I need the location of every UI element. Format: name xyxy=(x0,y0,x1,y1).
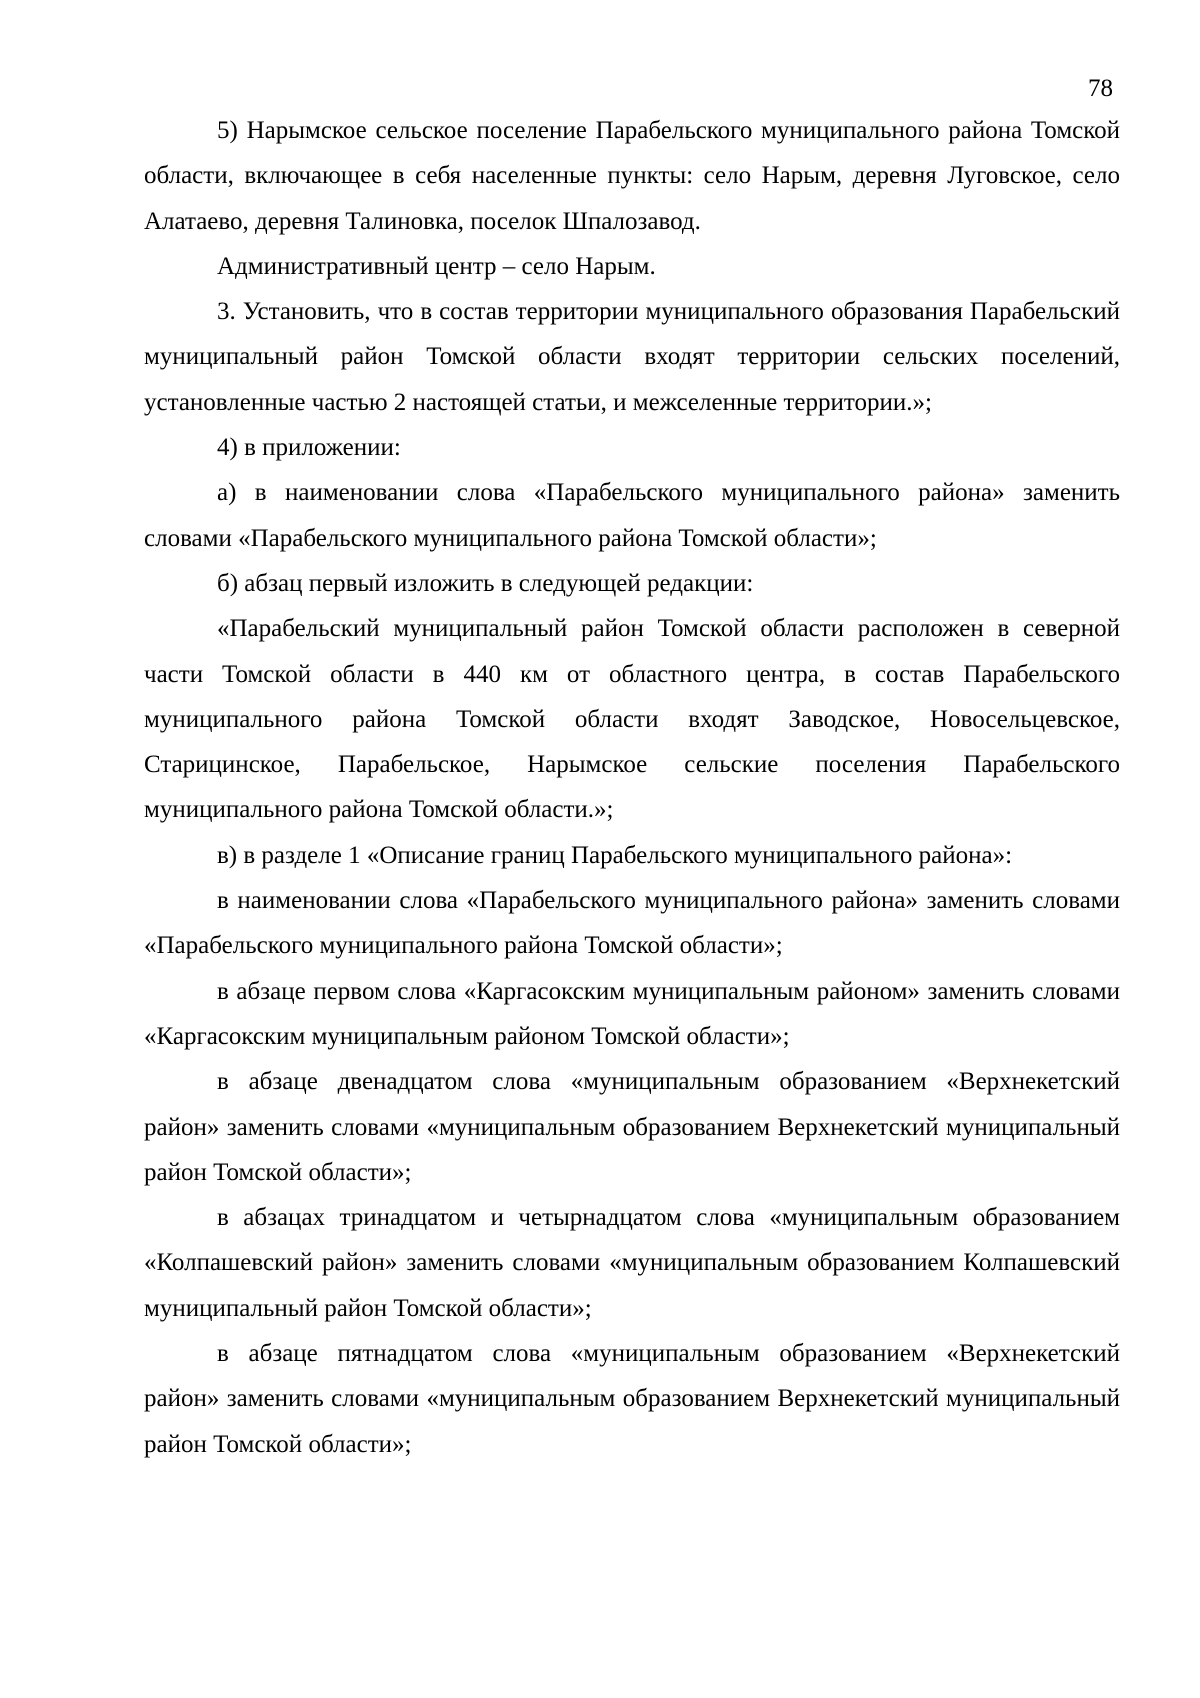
paragraph-subitem-a: а) в наименовании слова «Парабельского муниципального района» заменить словами «Парабельского муниципального района Томской области»; xyxy=(144,479,1120,552)
paragraph-first-abzac: в абзаце первом слова «Каргасокским муниципальным районом» заменить словами «Каргасокским муниципальным районом Томской области»; xyxy=(144,977,1120,1050)
paragraph-subitem-b: б) абзац первый изложить в следующей редакции: xyxy=(217,569,754,597)
paragraph-item-4: 4) в приложении: xyxy=(217,434,401,462)
paragraph-clause-3: 3. Установить, что в состав территории муниципального образования Парабельский муниципальный район Томской области входят территории сельских поселений, установленные частью 2 настоящей статьи, и межселенные территории.»; xyxy=(144,298,1120,416)
paragraph-name-change: в наименовании слова «Парабельского муниципального района» заменить словами «Парабельского муниципального района Томской области»; xyxy=(144,887,1120,960)
paragraph-narym-settlement: 5) Нарымское сельское поселение Парабельского муниципального района Томской области, включающее в себя населенные пункты: село Нарым, деревня Луговское, село Алатаево, деревня Талиновка, поселок Шпалозавод. xyxy=(144,117,1120,235)
paragraph-admin-center: Административный центр – село Нарым. xyxy=(217,252,656,280)
paragraph-fifteenth-abzac: в абзаце пятнадцатом слова «муниципальным образованием «Верхнекетский район» заменить словами «муниципальным образованием Верхнекетский муниципальный район Томской области»; xyxy=(144,1340,1120,1458)
document-body xyxy=(144,108,1120,1467)
paragraph-twelfth-abzac: в абзаце двенадцатом слова «муниципальным образованием «Верхнекетский район» заменить словами «муниципальным образованием Верхнекетский муниципальный район Томской области»; xyxy=(144,1068,1120,1186)
paragraph-thirteenth-fourteenth-abzac: в абзацах тринадцатом и четырнадцатом слова «муниципальным образованием «Колпашевский район» заменить словами «муниципальным образованием Колпашевский муниципальный район Томской области»; xyxy=(144,1204,1120,1322)
page-number: 78 xyxy=(1088,75,1113,102)
paragraph-subitem-v: в) в разделе 1 «Описание границ Парабельского муниципального района»: xyxy=(217,841,1013,869)
paragraph-district-description: «Парабельский муниципальный район Томской области расположен в северной части Томской области в 440 км от областного центра, в состав Парабельского муниципального района Томской области входят Заводское, Новосельцевское, Старицинское, Парабельское, Нарымское сельские поселения Парабельского муниципального района Томской области.»; xyxy=(144,615,1120,824)
